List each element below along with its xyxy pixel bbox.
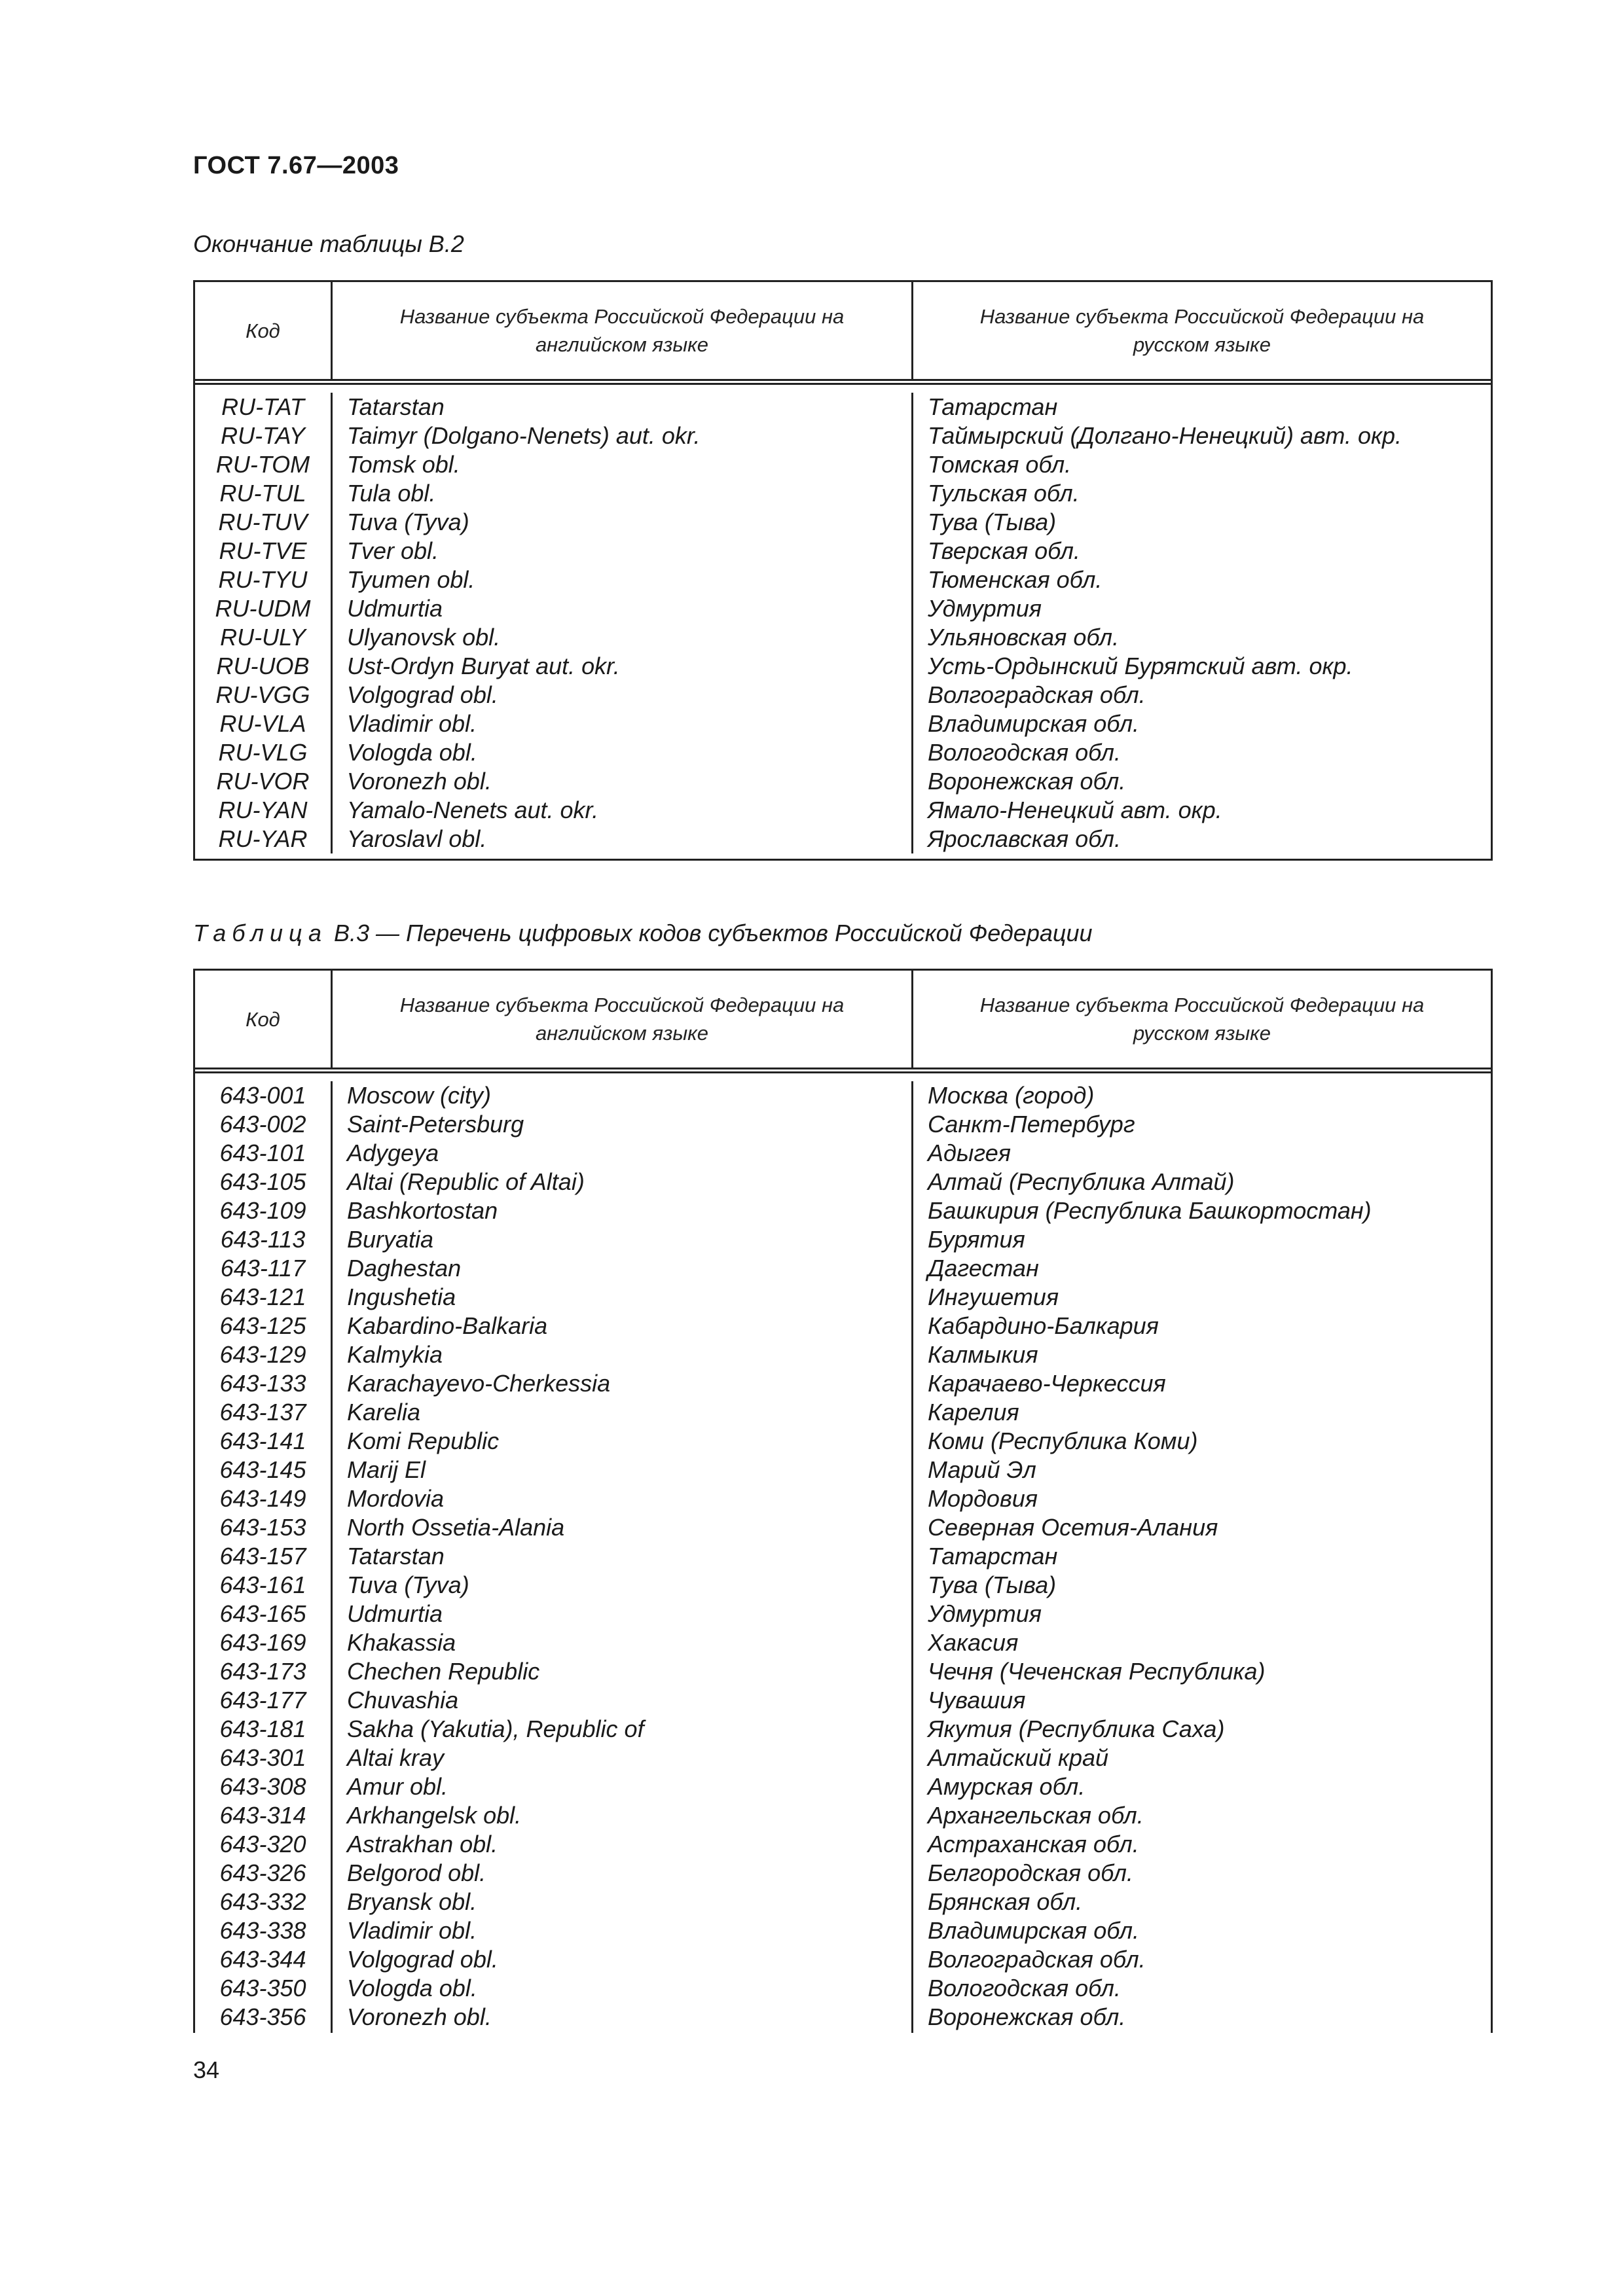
table-cell-russian-name: Удмуртия: [928, 595, 1042, 622]
table-cell-code: 643-356: [219, 2003, 306, 2030]
table-cell-code: 643-125: [219, 1312, 306, 1339]
table-cell-code: 643-332: [219, 1888, 306, 1915]
table-cell-english-name: Saint-Petersburg: [347, 1111, 524, 1138]
table-cell-russian-name: Кабардино-Балкария: [928, 1312, 1159, 1339]
table-cell-english-name: Taimyr (Dolgano-Nenets) aut. okr.: [347, 422, 701, 449]
column-header-russian-text: Название субъекта Российской Федерации на русском языке: [979, 994, 1425, 1045]
table-cell-russian-name: Владимирская обл.: [928, 710, 1140, 737]
table-cell-code: RU-YAN: [218, 797, 308, 823]
table-cell-russian-name: Санкт-Петербург: [928, 1111, 1135, 1138]
table-cell-code: 643-181: [219, 1715, 306, 1742]
table-cell-english-name: Yaroslavl obl.: [347, 825, 487, 852]
table-cell-code: RU-TOM: [215, 451, 310, 478]
table-cell-russian-name: Волгоградская обл.: [928, 681, 1146, 708]
table-cell-english-name: Adygeya: [347, 1139, 439, 1166]
table-cell-code: 643-338: [219, 1917, 306, 1944]
table-b2-body: [195, 385, 1491, 859]
table-cell-english-name: Karachayevo-Cherkessia: [347, 1370, 611, 1397]
table-cell-english-name: Astrakhan obl.: [347, 1831, 498, 1857]
table-cell-code: 643-301: [219, 1744, 306, 1771]
table-cell-code: 643-105: [219, 1168, 306, 1195]
table-cell-russian-name: Волгоградская обл.: [928, 1946, 1146, 1973]
table-cell-russian-name: Алтай (Республика Алтай): [928, 1168, 1235, 1195]
table-cell-english-name: Arkhangelsk obl.: [347, 1802, 522, 1829]
table-cell-english-name: Altai kray: [347, 1744, 445, 1771]
table-cell-russian-name: Тверская обл.: [928, 537, 1080, 564]
table-cell-russian-name: Башкирия (Республика Башкортостан): [928, 1197, 1372, 1224]
column-header-russian-text: Название субъекта Российской Федерации на русском языке: [979, 305, 1425, 356]
russian-name-column: [913, 393, 1491, 853]
table-b3: [193, 969, 1493, 2033]
table-cell-code: 643-153: [219, 1514, 306, 1541]
table-cell-english-name: Belgorod obl.: [347, 1859, 486, 1886]
table-cell-russian-name: Адыгея: [928, 1139, 1012, 1166]
table-cell-english-name: Bashkortostan: [347, 1197, 498, 1224]
table-cell-russian-name: Томская обл.: [928, 451, 1072, 478]
table-b3-caption-label: Таблица: [193, 920, 328, 946]
table-cell-code: RU-VLG: [218, 739, 308, 766]
table-cell-code: RU-TUV: [218, 509, 308, 535]
table-cell-code: 643-149: [219, 1485, 306, 1512]
table-cell-english-name: Udmurtia: [347, 1600, 443, 1627]
table-cell-russian-name: Тюменская обл.: [928, 566, 1103, 593]
table-cell-code: 643-157: [219, 1543, 306, 1570]
table-cell-code: 643-137: [219, 1399, 306, 1426]
table-cell-russian-name: Тува (Тыва): [928, 1571, 1057, 1598]
table-cell-code: 643-320: [219, 1831, 306, 1857]
table-cell-english-name: Voronezh obl.: [347, 2003, 492, 2030]
document-code-header: ГОСТ 7.67—2003: [193, 152, 399, 179]
table-cell-russian-name: Тува (Тыва): [928, 509, 1057, 535]
table-cell-russian-name: Ямало-Ненецкий авт. окр.: [928, 797, 1222, 823]
table-cell-english-name: Ulyanovsk obl.: [347, 624, 501, 651]
table-cell-english-name: Vladimir obl.: [347, 710, 477, 737]
table-cell-code: 643-169: [219, 1629, 306, 1656]
table-cell-russian-name: Татарстан: [928, 393, 1058, 420]
table-cell-english-name: Bryansk obl.: [347, 1888, 477, 1915]
table-cell-english-name: Vladimir obl.: [347, 1917, 477, 1944]
table-cell-code: 643-129: [219, 1341, 306, 1368]
table-cell-code: 643-177: [219, 1687, 306, 1713]
table-cell-english-name: Voronezh obl.: [347, 768, 492, 795]
table-cell-russian-name: Бурятия: [928, 1226, 1025, 1253]
table-cell-code: RU-TUL: [219, 480, 306, 507]
table-cell-code: 643-145: [219, 1456, 306, 1483]
column-header-russian: [913, 282, 1491, 379]
table-cell-russian-name: Вологодская обл.: [928, 739, 1121, 766]
table-cell-english-name: Karelia: [347, 1399, 421, 1426]
table-cell-english-name: Chuvashia: [347, 1687, 459, 1713]
table-cell-english-name: Amur obl.: [347, 1773, 448, 1800]
table-cell-english-name: Ingushetia: [347, 1283, 456, 1310]
table-cell-english-name: Tatarstan: [347, 1543, 445, 1570]
table-cell-code: 643-121: [219, 1283, 306, 1310]
table-cell-english-name: Tuva (Tyva): [347, 1571, 469, 1598]
column-header-russian: [913, 971, 1491, 1067]
table-cell-code: RU-VGG: [215, 681, 310, 708]
table-cell-russian-name: Воронежская обл.: [928, 2003, 1126, 2030]
table-cell-code: 643-326: [219, 1859, 306, 1886]
table-cell-russian-name: Татарстан: [928, 1543, 1058, 1570]
table-b3-header: [195, 969, 1491, 1073]
table-cell-code: 643-109: [219, 1197, 306, 1224]
table-cell-code: RU-TAT: [221, 393, 304, 420]
table-cell-code: 643-165: [219, 1600, 306, 1627]
table-cell-code: RU-YAR: [218, 825, 308, 852]
page-number: 34: [193, 2056, 220, 2083]
table-cell-russian-name: Брянская обл.: [928, 1888, 1083, 1915]
table-cell-english-name: Volgograd obl.: [347, 1946, 498, 1973]
table-cell-english-name: Vologda obl.: [347, 739, 477, 766]
column-header-english-text: Название субъекта Российской Федерации на английском языке: [399, 305, 845, 356]
code-column: [195, 1081, 333, 2033]
column-header-english-text: Название субъекта Российской Федерации на английском языке: [399, 994, 845, 1045]
table-cell-code: 643-001: [219, 1082, 306, 1109]
table-cell-code: RU-TVE: [219, 537, 307, 564]
table-cell-english-name: Kalmykia: [347, 1341, 443, 1368]
table-cell-russian-name: Архангельская обл.: [928, 1802, 1144, 1829]
table-cell-russian-name: Таймырский (Долгано-Ненецкий) авт. окр.: [928, 422, 1402, 449]
table-cell-russian-name: Ульяновская обл.: [928, 624, 1120, 651]
table-cell-russian-name: Карелия: [928, 1399, 1019, 1426]
table-cell-code: 643-002: [219, 1111, 306, 1138]
table-cell-code: 643-113: [220, 1226, 306, 1253]
table-cell-english-name: Tomsk obl.: [347, 451, 460, 478]
table-cell-code: 643-133: [219, 1370, 306, 1397]
table-cell-russian-name: Алтайский край: [928, 1744, 1109, 1771]
table-cell-russian-name: Удмуртия: [928, 1600, 1042, 1627]
table-cell-english-name: Volgograd obl.: [347, 681, 498, 708]
table-cell-code: 643-308: [219, 1773, 306, 1800]
table-cell-english-name: Buryatia: [347, 1226, 434, 1253]
table-cell-english-name: Tatarstan: [347, 393, 445, 420]
table-cell-english-name: Ust-Ordyn Buryat aut. okr.: [347, 653, 620, 679]
table-cell-russian-name: Мордовия: [928, 1485, 1038, 1512]
table-cell-russian-name: Усть-Ордынский Бурятский авт. окр.: [928, 653, 1353, 679]
english-name-column: [333, 393, 913, 853]
table-cell-code: RU-TAY: [221, 422, 305, 449]
table-cell-english-name: North Ossetia-Alania: [347, 1514, 565, 1541]
table-cell-english-name: Tula obl.: [347, 480, 436, 507]
table-b3-caption-title: В.3 — Перечень цифровых кодов субъектов Российской Федерации: [327, 920, 1093, 946]
table-cell-english-name: Komi Republic: [347, 1427, 500, 1454]
english-name-column: [333, 1081, 913, 2033]
column-header-english: [333, 282, 913, 379]
table-cell-code: 643-101: [219, 1139, 306, 1166]
table-cell-english-name: Sakha (Yakutia), Republic of: [347, 1715, 644, 1742]
table-cell-english-name: Moscow (city): [347, 1082, 492, 1109]
table-cell-russian-name: Амурская обл.: [928, 1773, 1085, 1800]
table-cell-russian-name: Белгородская обл.: [928, 1859, 1133, 1886]
table-cell-russian-name: Калмыкия: [928, 1341, 1038, 1368]
table-cell-english-name: Tyumen obl.: [347, 566, 475, 593]
table-cell-code: RU-UOB: [216, 653, 310, 679]
table-cell-russian-name: Дагестан: [928, 1255, 1039, 1282]
table-cell-russian-name: Карачаево-Черкессия: [928, 1370, 1166, 1397]
table-cell-code: 643-344: [219, 1946, 306, 1973]
table-cell-english-name: Yamalo-Nenets aut. okr.: [347, 797, 599, 823]
column-header-code: Код: [195, 282, 333, 379]
table-cell-russian-name: Ярославская обл.: [928, 825, 1121, 852]
code-column: [195, 393, 333, 853]
table-cell-russian-name: Владимирская обл.: [928, 1917, 1140, 1944]
table-cell-code: RU-UDM: [215, 595, 311, 622]
table-b3-caption: [193, 920, 1093, 947]
column-header-english: [333, 971, 913, 1067]
table-cell-russian-name: Хакасия: [928, 1629, 1019, 1656]
table-b2: [193, 280, 1493, 861]
table-cell-russian-name: Москва (город): [928, 1082, 1095, 1109]
table-b3-body: [195, 1073, 1491, 2033]
table-cell-english-name: Tuva (Tyva): [347, 509, 469, 535]
table-b2-caption: Окончание таблицы В.2: [193, 230, 464, 257]
table-cell-code: 643-141: [219, 1427, 306, 1454]
table-cell-english-name: Khakassia: [347, 1629, 456, 1656]
table-cell-code: 643-314: [219, 1802, 306, 1829]
table-cell-english-name: Mordovia: [347, 1485, 445, 1512]
table-cell-russian-name: Коми (Республика Коми): [928, 1427, 1198, 1454]
table-cell-english-name: Daghestan: [347, 1255, 462, 1282]
table-cell-russian-name: Вологодская обл.: [928, 1975, 1121, 2001]
table-cell-russian-name: Ингушетия: [928, 1283, 1059, 1310]
table-cell-english-name: Altai (Republic of Altai): [347, 1168, 585, 1195]
table-cell-russian-name: Тульская обл.: [928, 480, 1080, 507]
table-cell-russian-name: Чечня (Чеченская Республика): [928, 1658, 1266, 1685]
table-cell-russian-name: Северная Осетия-Алания: [928, 1514, 1218, 1541]
table-cell-code: 643-173: [219, 1658, 306, 1685]
table-cell-english-name: Tver obl.: [347, 537, 439, 564]
table-cell-code: 643-350: [219, 1975, 306, 2001]
column-header-code: Код: [195, 971, 333, 1067]
table-cell-code: RU-VLA: [219, 710, 306, 737]
table-cell-russian-name: Марий Эл: [928, 1456, 1036, 1483]
table-cell-code: RU-TYU: [218, 566, 308, 593]
table-cell-english-name: Chechen Republic: [347, 1658, 540, 1685]
table-cell-english-name: Udmurtia: [347, 595, 443, 622]
table-cell-russian-name: Астраханская обл.: [928, 1831, 1139, 1857]
table-cell-english-name: Vologda obl.: [347, 1975, 477, 2001]
table-cell-code: 643-161: [219, 1571, 306, 1598]
table-cell-code: 643-117: [220, 1255, 306, 1282]
russian-name-column: [913, 1081, 1491, 2033]
table-b2-header: [195, 280, 1491, 385]
table-cell-russian-name: Якутия (Республика Саха): [928, 1715, 1225, 1742]
table-cell-code: RU-ULY: [220, 624, 306, 651]
table-cell-code: RU-VOR: [216, 768, 310, 795]
table-cell-english-name: Kabardino-Balkaria: [347, 1312, 548, 1339]
table-cell-english-name: Marij El: [347, 1456, 426, 1483]
table-cell-russian-name: Чувашия: [928, 1687, 1026, 1713]
table-cell-russian-name: Воронежская обл.: [928, 768, 1126, 795]
